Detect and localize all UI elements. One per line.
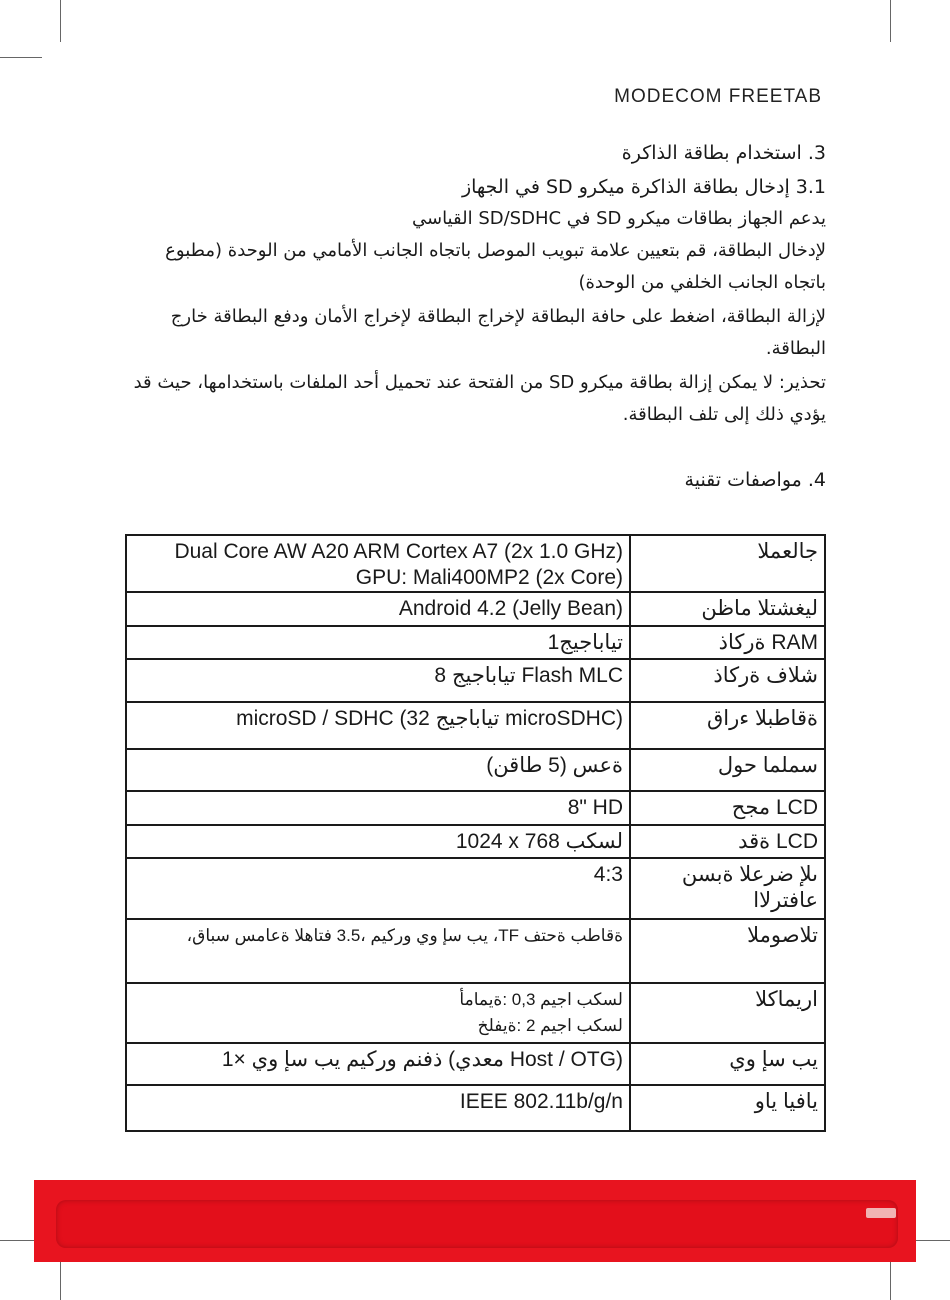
crop-mark (60, 1258, 61, 1300)
spec-value (126, 1043, 630, 1085)
spec-label: ةقاطبلا ءراق (630, 702, 825, 749)
spec-row (126, 626, 825, 659)
brand-header: MODECOM FREETAB (614, 86, 822, 107)
spec-value-line: microSD / SDHC (32 تياباجيج microSDHC) (236, 707, 623, 730)
spec-value (126, 983, 630, 1043)
spec-row (126, 1043, 825, 1085)
spec-label: سملما حول (630, 749, 825, 791)
footer-panel (56, 1200, 898, 1248)
spec-label: ليغشتلا ماظن (630, 592, 825, 626)
spec-value-line: Android 4.2 (Jelly Bean) (398, 597, 623, 620)
spec-label: يب سإ وي (630, 1043, 825, 1085)
spec-row (126, 858, 825, 919)
spec-value-line: IEEE 802.11b/g/n (459, 1090, 623, 1113)
memory-card-section (126, 141, 826, 441)
spec-row (126, 919, 825, 983)
spec-value (126, 858, 630, 919)
crop-mark (890, 1258, 891, 1300)
spec-value-line: لسكب اجيم 2 :ةيفلخ (477, 1016, 623, 1035)
spec-row (126, 592, 825, 626)
spec-row (126, 535, 825, 592)
spec-value-line: 1× ذفنم وركيم يب سإ وي (معدي Host / OTG) (221, 1048, 623, 1071)
spec-value (126, 1085, 630, 1131)
spec-value-line: 1تياباجيج (547, 631, 623, 654)
spec-row (126, 749, 825, 791)
spec-label: ىلإ ضرعلا ةبسن عافترلاا (630, 858, 825, 919)
spec-label: شلاف ةركاذ (630, 659, 825, 702)
spec-value-line: GPU: Mali400MP2 (2x Core) (355, 566, 623, 589)
footer-bar (34, 1180, 916, 1262)
warning-line: يؤدي ذلك إلى تلف البطاقة. (622, 404, 826, 425)
specs-heading-block (126, 468, 826, 498)
spec-label: اريماكلا (630, 983, 825, 1043)
spec-value-line: 1024 x 768 لسكب (455, 830, 623, 853)
spec-value (126, 702, 630, 749)
spec-value (126, 592, 630, 626)
section-3-1-heading: 3.1 إدخال بطاقة الذاكرة ميكرو SD في الجهاز (461, 176, 826, 198)
section-3-heading: 3. استخدام بطاقة الذاكرة (621, 142, 826, 164)
spec-label: LCD ةقد (630, 825, 825, 858)
paragraph-line: لإدخال البطاقة، قم بتعيين علامة تبويب الموصل باتجاه الجانب الأمامي من الوحدة (مطبوع (165, 240, 826, 261)
specs-table (125, 534, 826, 1132)
footer-tab-marker (866, 1208, 896, 1218)
spec-value (126, 825, 630, 858)
spec-value (126, 749, 630, 791)
spec-value-line: 4:3 (593, 863, 623, 886)
spec-label: جالعملا (630, 535, 825, 592)
spec-row (126, 983, 825, 1043)
paragraph-line: لإزالة البطاقة، اضغط على حافة البطاقة لإخراج البطاقة لإخراج الأمان ودفع البطاقة خارج (170, 306, 826, 327)
spec-value (126, 919, 630, 983)
spec-row (126, 791, 825, 825)
spec-value (126, 626, 630, 659)
spec-value-line: لسكب اجيم 0,3 :ةيمامأ (459, 990, 623, 1009)
spec-value-line: ،يب سإ وي وركيم ،3.5 فتاهلا ةعامس سباق ،TF ةقاطب ةحتف (186, 926, 623, 945)
spec-row (126, 659, 825, 702)
spec-value-line: ةعس (5 طاقن) (486, 754, 623, 777)
crop-mark (890, 0, 891, 42)
crop-mark (0, 57, 42, 58)
spec-value-line: Dual Core AW A20 ARM Cortex A7 (2x 1.0 GHz) (174, 540, 623, 563)
spec-row (126, 702, 825, 749)
spec-value (126, 791, 630, 825)
spec-row (126, 825, 825, 858)
section-4-heading: 4. مواصفات تقنية (684, 469, 826, 491)
spec-label: يافيا ياو (630, 1085, 825, 1131)
paragraph-line: باتجاه الجانب الخلفي من الوحدة) (578, 272, 826, 293)
paragraph-line: البطاقة. (765, 338, 826, 359)
spec-value-line: 8 تياباجيج Flash MLC (434, 664, 623, 687)
paragraph-line: يدعم الجهاز بطاقات ميكرو SD في SD/SDHC القياسي (411, 208, 826, 229)
spec-label: LCD مجح (630, 791, 825, 825)
warning-line: تحذير: لا يمكن إزالة بطاقة ميكرو SD من الفتحة عند تحميل أحد الملفات باستخدامها، حيث قد (133, 372, 826, 393)
spec-label: RAM ةركاذ (630, 626, 825, 659)
spec-label: تلاصوملا (630, 919, 825, 983)
spec-value (126, 659, 630, 702)
spec-row (126, 1085, 825, 1131)
crop-mark (60, 0, 61, 42)
spec-value (126, 535, 630, 592)
spec-value-line: 8" HD (567, 796, 623, 819)
